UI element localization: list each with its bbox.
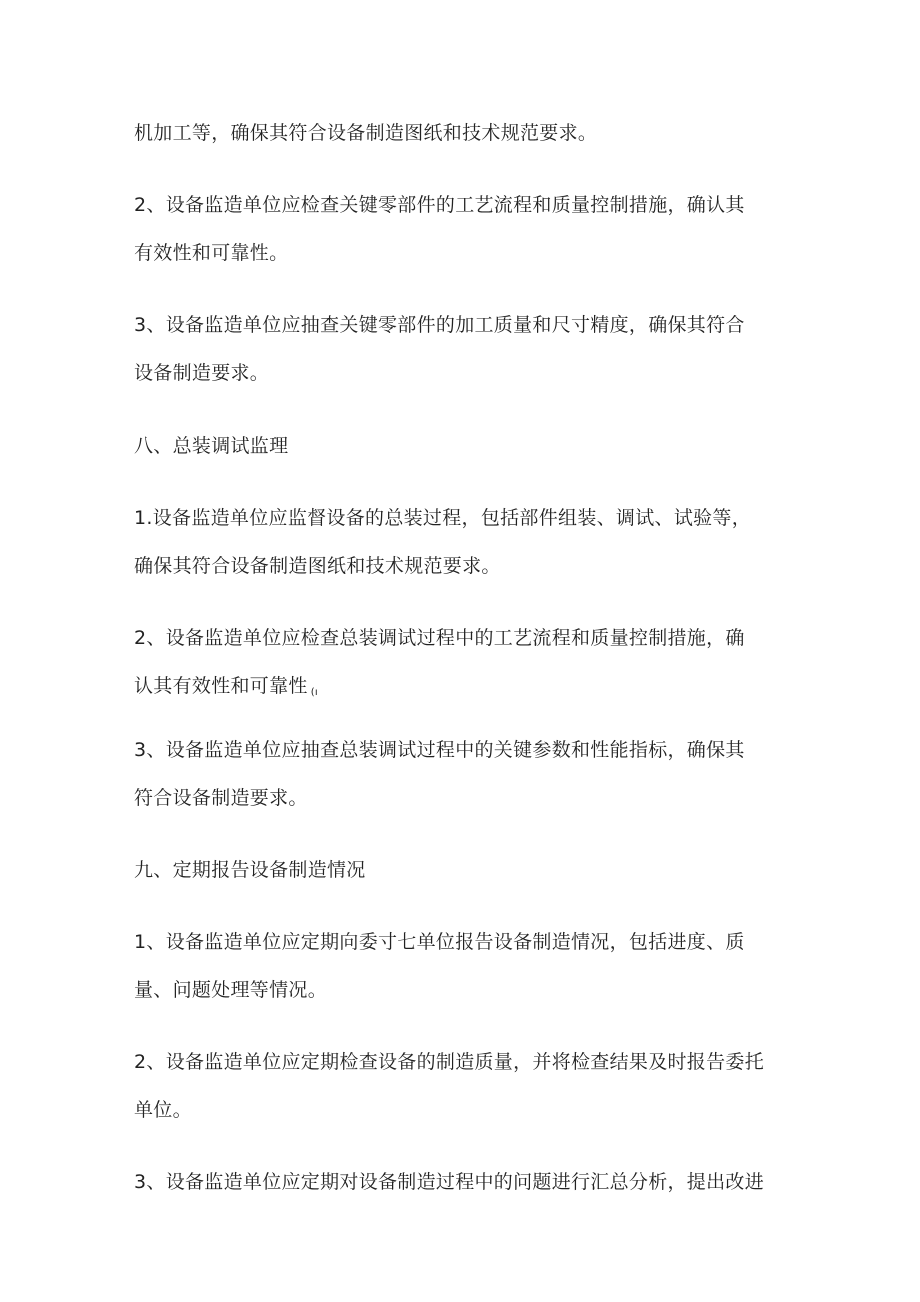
text-line: 机加工等，确保其符合设备制造图纸和技术规范要求。	[134, 122, 598, 144]
text-line: 设备制造要求。	[134, 362, 270, 384]
text-line-content: 认其有效性和可靠性	[134, 675, 308, 697]
text-line: 3、设备监造单位应抽查总装调试过程中的关键参数和性能指标，确保其	[134, 739, 745, 761]
text-line: 3、设备监造单位应抽查关键零部件的加工质量和尺寸精度，确保其符合	[134, 314, 745, 336]
section-heading: 八、总装调试监理	[134, 435, 289, 457]
text-line: 单位。	[134, 1099, 192, 1121]
text-line: 量、问题处理等情况。	[134, 979, 328, 1001]
text-line: 1.设备监造单位应监督设备的总装过程，包括部件组装、调试、试验等，	[134, 507, 752, 529]
text-line	[134, 674, 318, 705]
section-heading: 九、定期报告设备制造情况	[134, 859, 366, 881]
text-line: 2、设备监造单位应检查总装调试过程中的工艺流程和质量控制措施，确	[134, 627, 745, 649]
text-line: 2、设备监造单位应检查关键零部件的工艺流程和质量控制措施，确认其	[134, 194, 745, 216]
text-line: 确保其符合设备制造图纸和技术规范要求。	[134, 555, 501, 577]
text-line: 有效性和可靠性。	[134, 242, 289, 264]
text-line: 2、设备监造单位应定期检查设备的制造质量，并将检查结果及时报告委托	[134, 1051, 764, 1073]
text-line: 符合设备制造要求。	[134, 787, 308, 809]
text-line: 3、设备监造单位应定期对设备制造过程中的问题进行汇总分析，提出改进	[134, 1171, 764, 1193]
stray-mark: (ı	[310, 687, 318, 698]
text-line: 1、设备监造单位应定期向委寸七单位报告设备制造情况，包括进度、质	[134, 931, 745, 953]
